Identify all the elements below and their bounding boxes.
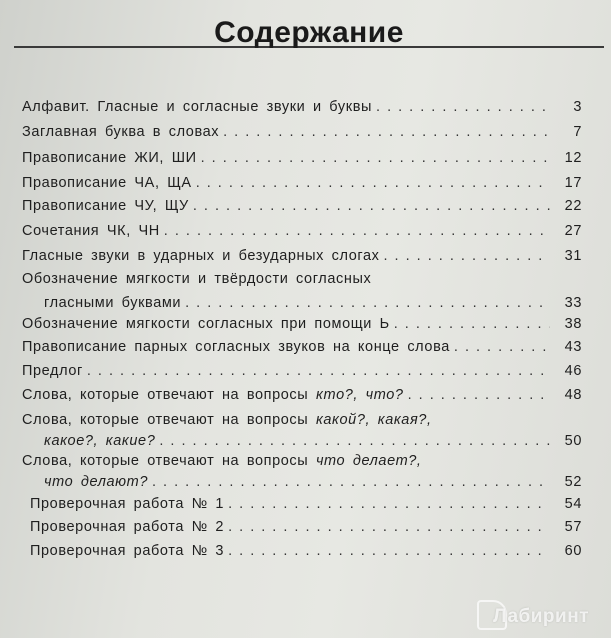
entry-title-italic: что делает?, xyxy=(315,453,422,469)
entry-page: 27 xyxy=(564,223,582,239)
toc-entry xyxy=(30,518,582,536)
toc-entry xyxy=(22,338,582,356)
toc-entry xyxy=(22,123,582,141)
entry-page: 12 xyxy=(564,150,582,166)
entry-page: 17 xyxy=(564,175,582,191)
entry-title: Проверочная работа № 3 xyxy=(30,543,225,559)
entry-title: Сочетания ЧК, ЧН xyxy=(22,223,160,239)
entry-title: Проверочная работа № 1 xyxy=(30,496,225,512)
dot-leader xyxy=(159,432,550,450)
dot-leader xyxy=(164,222,550,240)
toc-entry xyxy=(22,149,582,167)
toc-entry xyxy=(22,174,582,192)
dot-leader xyxy=(201,149,550,167)
title-band xyxy=(14,8,604,48)
entry-title: Предлог xyxy=(22,363,83,379)
entry-page: 7 xyxy=(573,124,582,140)
dot-leader xyxy=(185,294,550,312)
dot-leader xyxy=(152,473,550,491)
dot-leader xyxy=(228,518,550,536)
entry-page: 3 xyxy=(573,99,582,115)
entry-title-cont: какое?, какие? xyxy=(44,433,156,449)
entry-title: Слова, которые отвечают на вопросы xyxy=(22,453,316,469)
dot-leader xyxy=(454,338,550,356)
toc-entry xyxy=(22,247,582,265)
toc-entry xyxy=(22,222,582,240)
toc-entry xyxy=(22,386,582,404)
toc-entry xyxy=(22,270,582,312)
entry-title: Гласные звуки в ударных и безударных слогах xyxy=(22,248,380,264)
entry-page: 60 xyxy=(564,543,582,559)
entry-title-cont: гласными буквами xyxy=(44,295,182,311)
dot-leader xyxy=(394,315,550,333)
dot-leader xyxy=(408,386,550,404)
toc-entry xyxy=(22,411,582,450)
dot-leader xyxy=(228,495,550,513)
entry-title: Правописание ЧУ, ЩУ xyxy=(22,198,189,214)
entry-title: Алфавит. Гласные и согласные звуки и буквы xyxy=(22,99,373,115)
entry-title-cont: что делают? xyxy=(44,474,148,490)
toc-entry xyxy=(22,452,582,491)
entry-title: Правописание ЧА, ЩА xyxy=(22,175,192,191)
entry-page: 50 xyxy=(564,433,582,449)
entry-title: Правописание парных согласных звуков на конце слова xyxy=(22,339,450,355)
dot-leader xyxy=(87,362,550,380)
entry-page: 43 xyxy=(564,339,582,355)
dot-leader xyxy=(196,174,550,192)
toc-entry xyxy=(30,542,582,560)
toc-entry xyxy=(22,98,582,116)
entry-page: 38 xyxy=(564,316,582,332)
entry-title: Слова, которые отвечают на вопросы xyxy=(22,387,316,403)
toc-entry xyxy=(22,197,582,215)
entry-title: Обозначение мягкости согласных при помощи Ь xyxy=(22,316,390,332)
entry-page: 52 xyxy=(564,474,582,490)
dot-leader xyxy=(228,542,550,560)
entry-page: 22 xyxy=(564,198,582,214)
entry-title-italic: какой?, какая?, xyxy=(315,412,432,428)
entry-title: Обозначение мягкости и твёрдости согласных xyxy=(22,271,372,287)
entry-title-italic: кто?, что? xyxy=(315,387,404,403)
dot-leader xyxy=(383,247,550,265)
entry-page: 33 xyxy=(564,295,582,311)
entry-page: 46 xyxy=(564,363,582,379)
toc-entry xyxy=(22,362,582,380)
watermark-logo: Лабиринт xyxy=(493,606,589,627)
entry-page: 57 xyxy=(564,519,582,535)
page-title: Содержание xyxy=(214,16,404,49)
dot-leader xyxy=(376,98,550,116)
entry-title: Проверочная работа № 2 xyxy=(30,519,225,535)
dot-leader xyxy=(223,123,550,141)
dot-leader xyxy=(193,197,550,215)
entry-page: 48 xyxy=(564,387,582,403)
toc-entry xyxy=(22,315,582,333)
entry-title: Заглавная буква в словах xyxy=(22,124,220,140)
entry-page: 54 xyxy=(564,496,582,512)
toc-entry xyxy=(30,495,582,513)
entry-title: Правописание ЖИ, ШИ xyxy=(22,150,197,166)
entry-title: Слова, которые отвечают на вопросы xyxy=(22,412,316,428)
entry-page: 31 xyxy=(564,248,582,264)
